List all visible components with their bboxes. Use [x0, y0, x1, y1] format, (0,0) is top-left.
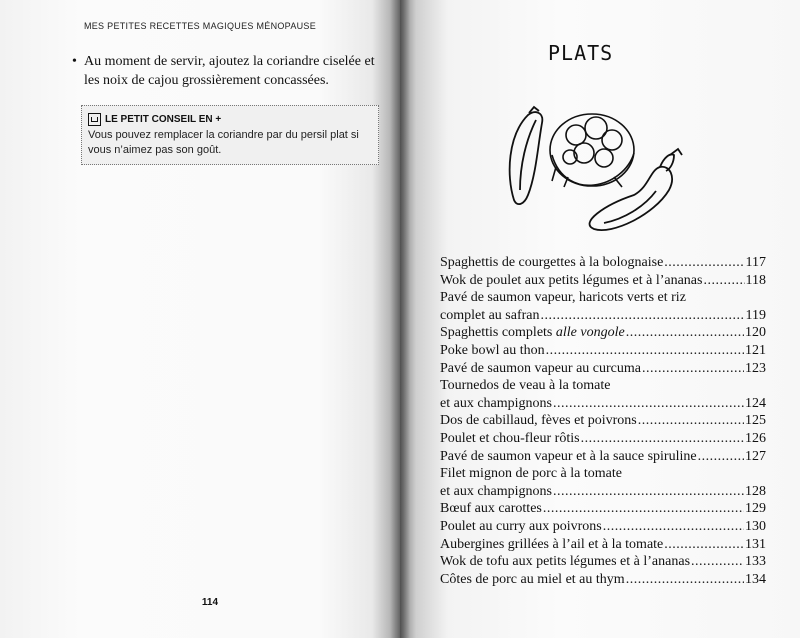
- cauliflower-illustration: [550, 114, 634, 187]
- tip-heading-text: LE PETIT CONSEIL EN +: [105, 114, 222, 125]
- toc-leader: [626, 571, 744, 589]
- toc-entry: [440, 500, 766, 518]
- toc-leader: [703, 272, 744, 290]
- toc-entry-title: Dos de cabillaud, fèves et poivrons: [440, 413, 637, 429]
- home-icon: [88, 113, 101, 126]
- zucchini-illustration: [510, 107, 543, 204]
- toc-entry: [440, 324, 766, 342]
- toc-leader: [698, 448, 744, 466]
- gutter-shadow: [390, 0, 410, 638]
- aubergine-illustration: [590, 149, 682, 230]
- toc-leader: [664, 536, 744, 554]
- toc-entry-line: Filet mignon de porc à la tomate: [440, 466, 622, 482]
- toc-leader: [581, 430, 744, 448]
- toc-entry: [440, 342, 766, 360]
- toc-entry: [440, 518, 766, 536]
- bullet-icon: •: [72, 54, 77, 69]
- toc-entry-title: Poulet au curry aux poivrons: [440, 518, 602, 534]
- toc-entry-title: Wok de tofu aux petits légumes et à l’ananas: [440, 554, 691, 570]
- toc-entry: [440, 272, 766, 290]
- toc-leader: [603, 518, 744, 536]
- toc-entry-title: Poke bowl au thon: [440, 342, 545, 358]
- toc-leader: [541, 307, 745, 325]
- toc-leader: [691, 553, 744, 571]
- toc-leader: [546, 342, 744, 360]
- toc-page-number: 121: [745, 342, 766, 358]
- toc-entry-title: complet au safran: [440, 307, 540, 323]
- tip-box: [81, 105, 379, 165]
- toc-page-number: 133: [745, 554, 766, 570]
- toc-entry: [440, 536, 766, 554]
- right-page: [400, 0, 800, 638]
- toc-entry-title: Aubergines grillées à l’ail et à la tomate: [440, 536, 664, 552]
- toc-page-number: 128: [745, 483, 766, 499]
- toc-entry-line: Tournedos de veau à la tomate: [440, 378, 611, 394]
- toc-entry: [440, 360, 766, 378]
- toc-page-number: 119: [745, 307, 766, 323]
- section-title: PLATS: [548, 41, 614, 65]
- toc-leader: [553, 483, 744, 501]
- toc-entry: [440, 483, 766, 501]
- toc-page-number: 117: [745, 255, 766, 270]
- toc-entry-title: Wok de poulet aux petits légumes et à l’ananas: [440, 272, 703, 288]
- toc-entry-title: et aux champignons: [440, 483, 552, 499]
- toc-page-number: 131: [745, 536, 766, 552]
- toc-entry: [440, 553, 766, 571]
- toc-entry: [440, 571, 766, 589]
- toc-leader: [553, 395, 744, 413]
- toc-leader: [626, 324, 744, 342]
- toc-entry: [440, 412, 766, 430]
- toc-entry-title: Pavé de saumon vapeur et à la sauce spiruline: [440, 448, 697, 464]
- toc-page-number: 125: [745, 413, 766, 429]
- toc-entry-title: Pavé de saumon vapeur au curcuma: [440, 360, 641, 376]
- bullet-paragraph: [72, 52, 384, 90]
- toc-leader: [543, 500, 744, 518]
- running-head: MES PETITES RECETTES MAGIQUES MÉNOPAUSE: [83, 21, 317, 31]
- toc-entry: [440, 307, 766, 325]
- toc-page-number: 129: [745, 501, 766, 517]
- toc-leader: [664, 254, 744, 272]
- tip-text: Vous pouvez remplacer la coriandre par du persil plat si vous n’aimez pas son goût.: [88, 129, 359, 156]
- toc-page-number: 118: [745, 272, 766, 288]
- toc-entry-title: Côtes de porc au miel et au thym: [440, 571, 625, 587]
- toc-entry: [440, 395, 766, 413]
- toc-leader: [638, 412, 744, 430]
- toc-entry: [440, 254, 766, 272]
- tip-heading: [88, 113, 221, 126]
- page-number-left: 114: [201, 597, 219, 608]
- toc-page-number: 123: [745, 360, 766, 376]
- toc-leader: [642, 360, 744, 378]
- toc-page-number: 127: [745, 448, 766, 464]
- toc-page-number: 120: [745, 325, 766, 341]
- toc-page-number: 130: [745, 518, 766, 534]
- toc-entry-title: Poulet et chou-fleur rôtis: [440, 430, 580, 446]
- toc-page-number: 124: [745, 395, 766, 411]
- vegetables-illustration: [484, 95, 704, 235]
- toc-page-number: 134: [745, 571, 766, 587]
- toc-entry-title: Spaghettis de courgettes à la bolognaise: [440, 255, 664, 270]
- toc-entry: [440, 448, 766, 466]
- toc-page-number: 126: [745, 430, 766, 446]
- toc-entry-title: Bœuf aux carottes: [440, 501, 542, 517]
- toc-entry: [440, 430, 766, 448]
- toc-entry-title: et aux champignons: [440, 395, 552, 411]
- toc-entry-title: Spaghettis complets alle vongole: [440, 325, 625, 341]
- table-of-contents: [440, 254, 766, 588]
- bullet-text: Au moment de servir, ajoutez la coriandre ciselée et les noix de cajou grossièrement concassées.: [84, 54, 375, 88]
- toc-entry-line: Pavé de saumon vapeur, haricots verts et riz: [440, 290, 686, 306]
